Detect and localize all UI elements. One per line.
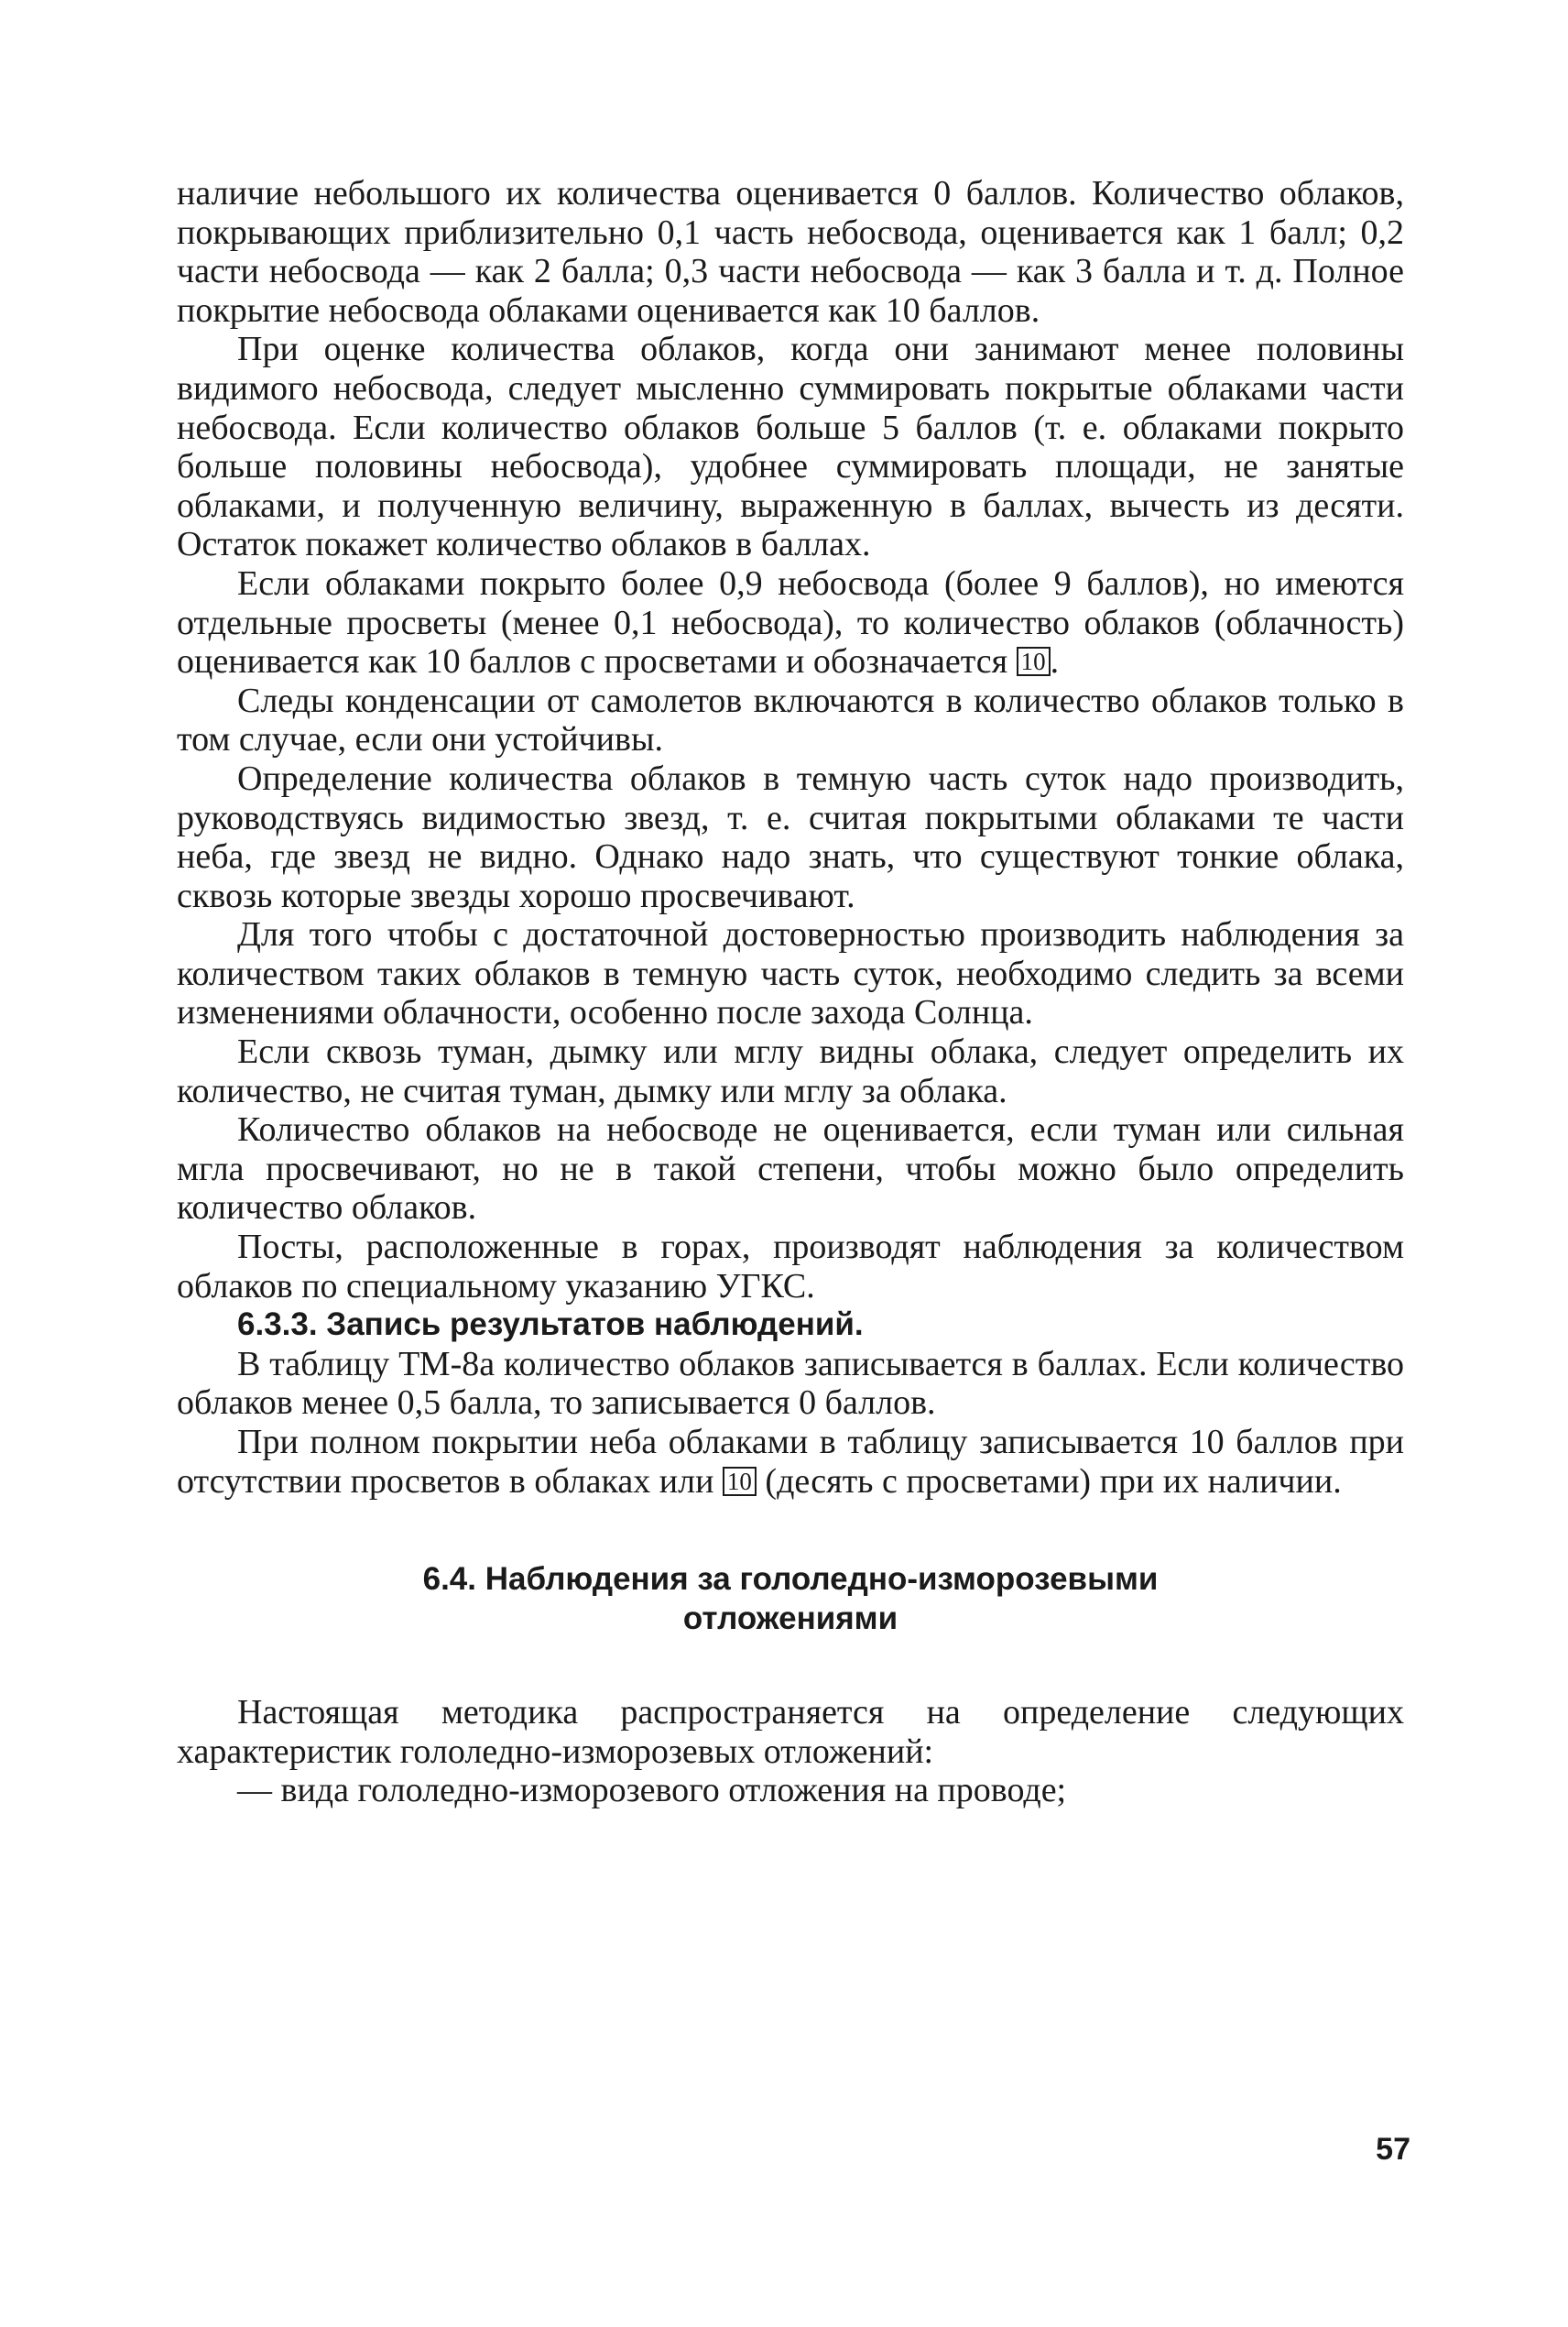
paragraph-clearings — [177, 564, 1404, 682]
paragraph-cloud-summation: При оценке количества облаков, когда они занимают менее половины видимого небосвода, следует мысленно суммировать покрытые облаками части небосвода. Если количество облаков больше 5 баллов (т. е. облаками покрыто больше половины небосвода), удобнее суммировать площади, не занятые облаками, и полученную величину, выраженную в баллах, вычесть из десяти. Остаток покажет количество облаков в баллах. — [177, 330, 1404, 564]
paragraph-night-observation: Определение количества облаков в темную часть суток надо производить, руководствуясь видимостью звезд, т. е. считая покрытыми облаками те части неба, где звезд не видно. Однако надо знать, что существуют тонкие облака, сквозь которые звезды хорошо просвечивают. — [177, 759, 1404, 915]
boxed-ten-symbol: 10 — [1017, 647, 1051, 676]
paragraph-methodology: Настоящая методика распространяется на определение следующих характеристик гололедно-изморозевых отложений: — [177, 1693, 1404, 1771]
page-number: 57 — [1376, 2132, 1410, 2167]
section-heading — [177, 1559, 1404, 1638]
paragraph-clearings-text: Если облаками покрыто более 0,9 небосвода (более 9 баллов), но имеются отдельные просветы (менее 0,1 небосвода), то количество облаков (облачность) оценивается как 10 баллов с просветами и обозначается — [177, 563, 1404, 682]
paragraph-not-estimated: Количество облаков на небосводе не оценивается, если туман или сильная мгла просвечивают, но не в такой степени, чтобы можно было определить количество облаков. — [177, 1110, 1404, 1228]
paragraph-contrails: Следы конденсации от самолетов включаются в количество облаков только в том случае, если они устойчивы. — [177, 681, 1404, 759]
paragraph-cloud-scoring: наличие небольшого их количества оценивается 0 баллов. Количество облаков, покрывающих приблизительно 0,1 часть небосвода, оценивается как 1 балл; 0,2 части небосвода — как 2 балла; 0,3 части небосвода — как 3 балла и т. д. Полное покрытие небосвода облаками оценивается как 10 баллов. — [177, 174, 1404, 330]
paragraph-clearings-end: . — [1050, 642, 1060, 682]
list-item-deposit-type: — вида гололедно-изморозевого отложения на проводе; — [237, 1771, 1067, 1810]
paragraph-fog-haze: Если сквозь туман, дымку или мглу видны облака, следует определить их количество, не считая туман, дымку или мглу за облака. — [177, 1032, 1404, 1110]
paragraph-full-coverage-text: При полном покрытии неба облаками в таблицу записывается 10 баллов при отсутствии просветов в облаках или — [177, 1423, 1404, 1501]
paragraph-full-coverage-end: (десять с просветами) при их наличии. — [765, 1461, 1342, 1501]
section-heading-line1: 6.4. Наблюдения за гололедно-изморозевыми — [422, 1561, 1159, 1598]
page-body — [177, 174, 1404, 1810]
paragraph-full-coverage — [177, 1423, 1404, 1501]
paragraph-dark-hours: Для того чтобы с достаточной достоверностью производить наблюдения за количеством таких облаков в темную часть суток, необходимо следить за всеми изменениями облачности, особенно после захода Солнца. — [177, 915, 1404, 1032]
paragraph-table-recording: В таблицу ТМ-8а количество облаков записывается в баллах. Если количество облаков менее 0,5 балла, то записывается 0 баллов. — [177, 1344, 1404, 1423]
paragraph-mountain-posts: Посты, расположенные в горах, производят наблюдения за количеством облаков по специальному указанию УГКС. — [177, 1228, 1404, 1306]
boxed-ten-symbol-2: 10 — [723, 1467, 757, 1496]
subsection-heading: 6.3.3. Запись результатов наблюдений. — [237, 1306, 864, 1343]
section-heading-line2: отложениями — [682, 1600, 898, 1637]
